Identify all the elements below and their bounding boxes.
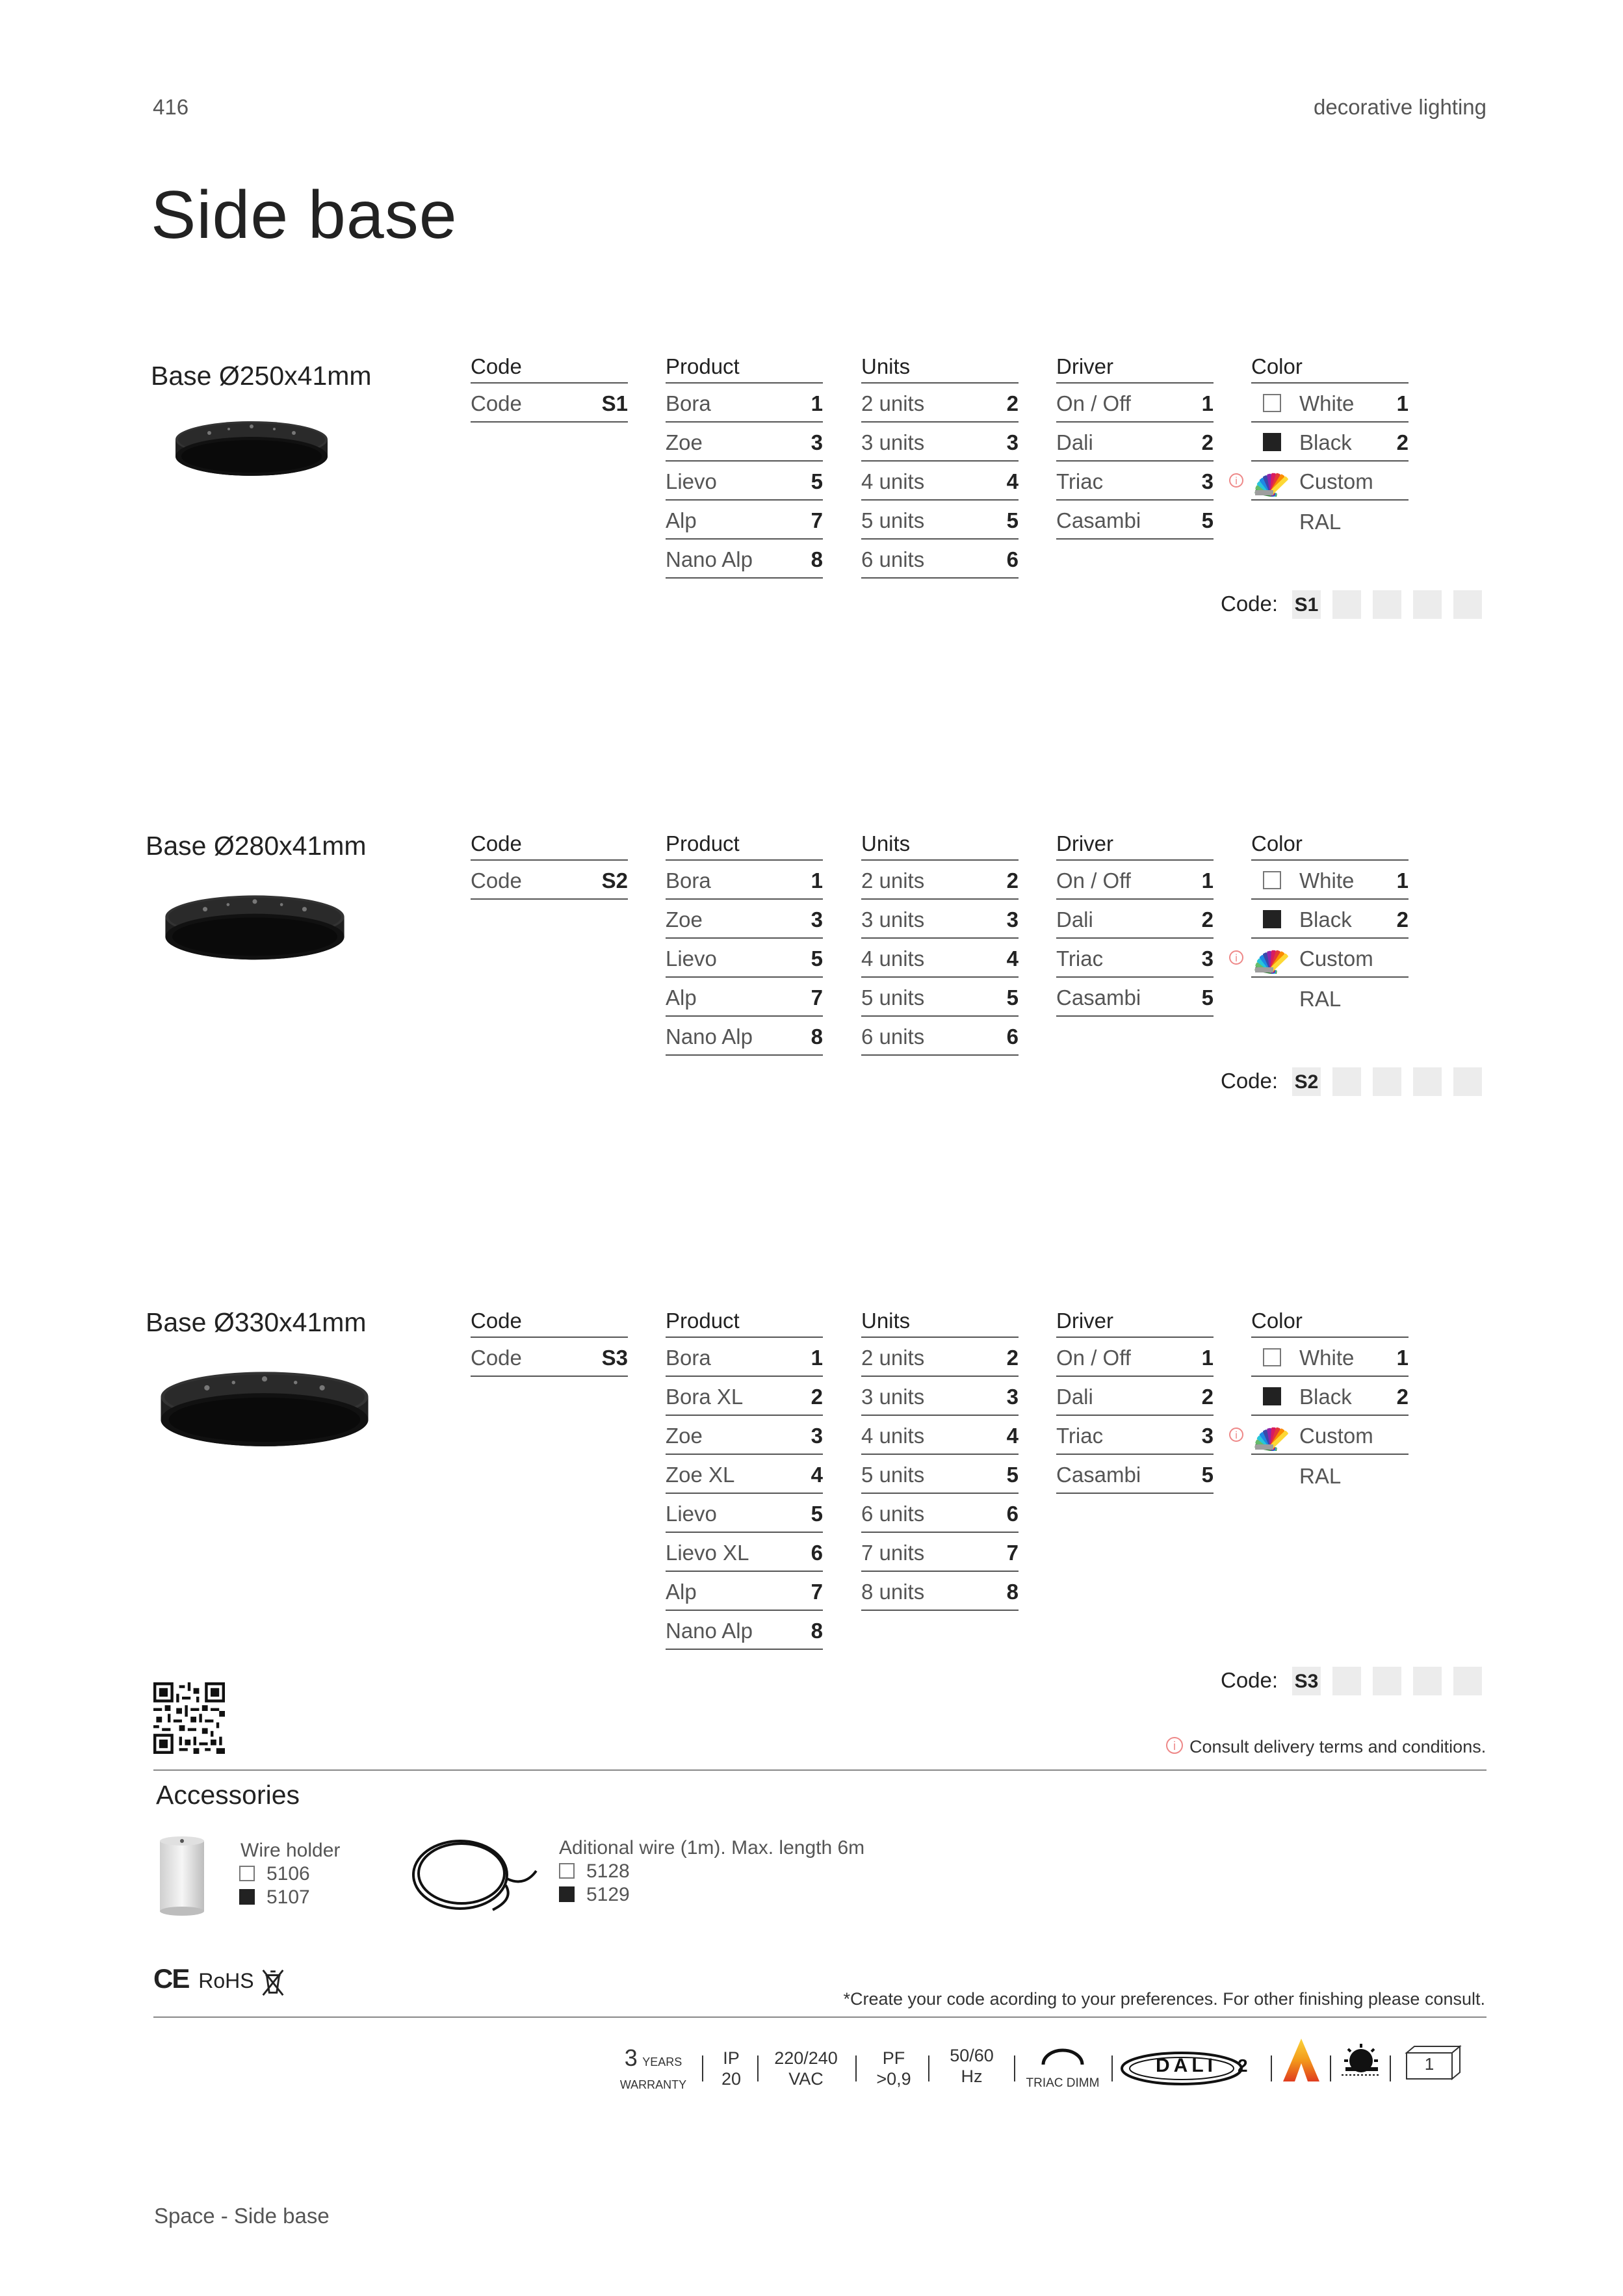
option-code: 1 [1396,868,1409,893]
option-code: 5 [1201,1463,1214,1487]
option-label: Zoe [666,1424,703,1448]
option-code: S3 [601,1346,628,1370]
option-row[interactable] [666,540,823,579]
option-code: 5 [1006,985,1019,1010]
triac-dimm-badge: TRIAC DIMM [1020,2046,1105,2094]
divider [153,1769,1487,1771]
option-row[interactable] [666,1455,823,1494]
option-label: Triac [1056,469,1104,493]
code-prefix-box: S3 [1292,1667,1321,1695]
accessory-name: Wire holder [240,1840,341,1861]
option-row[interactable] [861,978,1019,1017]
code-column [471,1305,628,1377]
option-row[interactable] [666,1611,823,1650]
base-product-image [159,885,350,971]
option-code: 3 [811,907,823,932]
product-column-header: Product [666,1305,823,1338]
certifications [153,1963,286,1998]
option-row[interactable] [861,1572,1019,1611]
product-column [666,1305,823,1650]
divider [153,2016,1487,2018]
code-slot-box[interactable] [1453,1067,1482,1096]
option-row[interactable] [666,1377,823,1416]
option-code: 1 [1201,1346,1214,1370]
option-code: 8 [811,1619,823,1643]
dali-number: 2 [1238,2055,1248,2076]
units-column-header: Units [861,1305,1019,1338]
option-label: Triac [1056,946,1104,971]
option-row[interactable] [861,1494,1019,1533]
option-row[interactable] [666,501,823,540]
option-label: On / Off [1056,868,1131,893]
option-label: Custom RAL [1299,469,1373,534]
option-row[interactable] [1056,978,1214,1017]
option-row[interactable] [471,1338,628,1377]
option-row[interactable] [666,1017,823,1056]
warranty-badge: 3 YEARS WARRANTY [619,2044,687,2091]
base-product-image [170,413,333,485]
spec-separator [1111,2055,1113,2081]
accessory-code: 5107 [266,1886,310,1908]
option-row[interactable] [1251,900,1409,939]
code-column [471,351,628,423]
option-code: 4 [1006,469,1019,493]
units-column [861,1305,1019,1611]
spec-separator [1014,2055,1015,2081]
option-code: 2 [1201,907,1214,932]
option-label: Casambi [1056,1463,1141,1487]
option-row[interactable] [1235,1416,1409,1488]
option-row[interactable] [1056,939,1214,978]
option-row[interactable] [1251,1338,1409,1377]
option-code: 3 [811,430,823,454]
code-column-header: Code [471,351,628,384]
option-code: 4 [1006,1424,1019,1448]
base-title: Base Ø280x41mm [146,831,367,861]
option-label: Dali [1056,1385,1093,1409]
energy-flame-icon [1282,2037,1321,2083]
option-row[interactable] [861,1533,1019,1572]
code-builder-label: Code: [1221,1668,1279,1692]
option-row[interactable] [861,1377,1019,1416]
option-label: 3 units [861,430,925,454]
option-code: 2 [1201,430,1214,454]
option-code: 2 [1201,1385,1214,1409]
option-row[interactable] [1056,1377,1214,1416]
base-product-image [152,1361,377,1459]
product-column-header: Product [666,351,823,384]
option-label: 5 units [861,1463,925,1487]
option-code: 6 [1006,1024,1019,1049]
option-row[interactable] [666,861,823,900]
option-code: 7 [811,985,823,1010]
option-row[interactable] [1056,861,1214,900]
option-label: Bora [666,868,711,893]
option-label: 4 units [861,469,925,493]
rohs-label: RoHS [198,1969,254,1992]
option-row[interactable] [861,861,1019,900]
option-label: 5 units [861,985,925,1010]
option-code: 3 [811,1424,823,1448]
black-swatch [239,1889,255,1905]
option-label: 3 units [861,1385,925,1409]
option-label: Code [471,391,522,415]
color-column-header: Color [1251,351,1409,384]
units-column [861,828,1019,1056]
option-row[interactable] [861,1455,1019,1494]
option-code: 1 [811,868,823,893]
option-code: 2 [1006,1346,1019,1370]
option-row[interactable] [666,423,823,462]
option-code: 7 [1006,1541,1019,1565]
accessories-title: Accessories [156,1780,300,1810]
option-label: 7 units [861,1541,925,1565]
option-row[interactable] [666,462,823,501]
option-row[interactable] [861,939,1019,978]
code-slot-box[interactable] [1453,1667,1482,1695]
option-code: 7 [811,1580,823,1604]
accessory-code: 5106 [266,1863,310,1885]
option-code: 1 [1201,391,1214,415]
option-row[interactable] [861,384,1019,423]
option-row[interactable] [471,861,628,900]
option-row[interactable] [1056,900,1214,939]
option-code: 5 [1006,508,1019,532]
info-icon: i [1229,950,1243,965]
wire-holder-image [157,1836,207,1916]
accessory-code: 5129 [586,1884,630,1905]
option-row[interactable] [1251,861,1409,900]
option-label: Black [1299,430,1352,454]
option-row[interactable] [1056,462,1214,501]
option-label: Code [471,868,522,893]
option-code: 2 [811,1385,823,1409]
option-row[interactable] [1235,462,1409,534]
option-label: 2 units [861,1346,925,1370]
option-code: S2 [601,868,628,893]
option-row[interactable] [1251,384,1409,423]
option-label: 8 units [861,1580,925,1604]
driver-column-header: Driver [1056,1305,1214,1338]
option-code: 6 [1006,1502,1019,1526]
option-code: S1 [601,391,628,415]
option-row[interactable] [666,900,823,939]
option-code: 1 [811,1346,823,1370]
driver-column [1056,828,1214,1017]
option-row[interactable] [471,384,628,423]
dali-label: DALI [1156,2055,1217,2076]
option-code: 3 [1006,430,1019,454]
option-code: 5 [1201,985,1214,1010]
color-column [1235,1305,1409,1488]
product-column [666,351,823,579]
option-row[interactable] [861,501,1019,540]
option-label: On / Off [1056,1346,1131,1370]
option-row[interactable] [1056,1338,1214,1377]
option-row[interactable] [861,1416,1019,1455]
code-slot-box[interactable] [1373,1067,1401,1096]
option-label: On / Off [1056,391,1131,415]
black-swatch [1263,1387,1281,1405]
driver-column [1056,351,1214,540]
code-slot-box[interactable] [1332,590,1361,619]
page-title: Side base [151,177,458,253]
white-swatch [559,1863,575,1879]
option-code: 8 [1006,1580,1019,1604]
option-row[interactable] [1056,1455,1214,1494]
color-column-header: Color [1251,1305,1409,1338]
ce-mark: CE [153,1963,189,1994]
black-swatch [1263,910,1281,928]
option-label: Custom RAL [1299,1424,1373,1488]
code-slot-box[interactable] [1413,590,1442,619]
code-slot-box[interactable] [1373,1667,1401,1695]
driver-column [1056,1305,1214,1494]
option-label: Triac [1056,1424,1104,1448]
spec-separator [702,2055,703,2081]
option-label: White [1299,391,1355,415]
ral-color-fan-icon [1253,945,1295,974]
code-slot-box[interactable] [1373,590,1401,619]
option-label: Nano Alp [666,1024,753,1049]
option-row[interactable] [861,462,1019,501]
units-column-header: Units [861,828,1019,861]
option-label: Bora [666,1346,711,1370]
info-icon: i [1229,1428,1243,1442]
units-column [861,351,1019,579]
option-row[interactable] [666,1572,823,1611]
option-code: 5 [811,1502,823,1526]
option-code: 7 [811,508,823,532]
black-swatch [559,1886,575,1902]
color-column [1235,828,1409,1011]
option-code: 4 [1006,946,1019,971]
code-slot-box[interactable] [1453,590,1482,619]
option-code: 5 [1006,1463,1019,1487]
weee-bin-icon [260,1968,286,1998]
option-label: Bora [666,391,711,415]
option-label: 6 units [861,1502,925,1526]
option-code: 1 [1396,391,1409,415]
driver-column-header: Driver [1056,828,1214,861]
code-column-header: Code [471,1305,628,1338]
page-number: 416 [153,95,189,119]
units-column-header: Units [861,351,1019,384]
option-code: 5 [811,469,823,493]
option-row[interactable] [666,384,823,423]
code-slot-box[interactable] [1332,1067,1361,1096]
power-factor-spec: PF >0,9 [876,2048,911,2089]
section-label: decorative lighting [1314,95,1487,119]
code-slot-box[interactable] [1332,1667,1361,1695]
option-label: 6 units [861,547,925,571]
option-code: 3 [1006,907,1019,932]
option-code: 3 [1006,1385,1019,1409]
code-prefix-box: S1 [1292,590,1321,619]
product-column [666,828,823,1056]
option-code: 1 [811,391,823,415]
option-code: 2 [1006,391,1019,415]
terms-note: Consult delivery terms and conditions. [1189,1737,1487,1756]
option-row[interactable] [861,900,1019,939]
option-label: Casambi [1056,508,1141,532]
option-label: 6 units [861,1024,925,1049]
option-row[interactable] [1056,1416,1214,1455]
option-label: Nano Alp [666,1619,753,1643]
option-row[interactable] [666,1494,823,1533]
option-label: Dali [1056,430,1093,454]
package-count: 1 [1424,2054,1435,2074]
option-row[interactable] [861,540,1019,579]
option-label: Alp [666,985,697,1010]
option-label: 5 units [861,508,925,532]
spec-separator [1271,2055,1272,2081]
option-label: White [1299,868,1355,893]
spec-separator [757,2055,759,2081]
ral-color-fan-icon [1253,1422,1295,1451]
option-label: 4 units [861,1424,925,1448]
option-label: Bora XL [666,1385,744,1409]
option-label: 2 units [861,391,925,415]
option-code: 8 [811,547,823,571]
option-code: 2 [1396,907,1409,932]
footnote: *Create your code acording to your preferences. For other finishing please consult. [843,1989,1485,2009]
option-row[interactable] [666,1416,823,1455]
voltage-spec: 220/240 VAC [774,2048,838,2089]
ceiling-mount-icon [1339,2041,1381,2080]
code-column-header: Code [471,828,628,861]
black-swatch [1263,433,1281,451]
option-label: Alp [666,1580,697,1604]
option-label: Casambi [1056,985,1141,1010]
page-footer: Space - Side base [154,2204,330,2228]
option-label: Custom RAL [1299,946,1373,1011]
option-label: Alp [666,508,697,532]
triac-dimm-icon [1037,2046,1089,2066]
option-code: 5 [1201,508,1214,532]
code-slot-box[interactable] [1413,1067,1442,1096]
option-code: 2 [1396,430,1409,454]
white-swatch [1263,871,1281,889]
option-code: 5 [811,946,823,971]
option-row[interactable] [861,1338,1019,1377]
option-label: Lievo [666,1502,717,1526]
code-column [471,828,628,900]
option-label: Zoe [666,907,703,932]
option-code: 3 [1201,946,1214,971]
color-column-header: Color [1251,828,1409,861]
qr-code-icon[interactable] [153,1682,225,1754]
option-label: White [1299,1346,1355,1370]
option-row[interactable] [1056,423,1214,462]
option-code: 1 [1396,1346,1409,1370]
option-label: Nano Alp [666,547,753,571]
option-row[interactable] [1251,1377,1409,1416]
option-label: Lievo [666,946,717,971]
option-code: 3 [1201,469,1214,493]
option-row[interactable] [1251,423,1409,462]
option-code: 4 [811,1463,823,1487]
option-label: Black [1299,907,1352,932]
option-row[interactable] [666,978,823,1017]
option-code: 2 [1006,868,1019,893]
accessory-name: Aditional wire (1m). Max. length 6m [559,1837,865,1859]
spec-separator [1390,2055,1391,2081]
option-label: Code [471,1346,522,1370]
option-row[interactable] [861,1017,1019,1056]
option-code: 1 [1201,868,1214,893]
white-swatch [1263,1348,1281,1366]
option-label: 3 units [861,907,925,932]
ral-color-fan-icon [1253,468,1295,497]
spec-separator [855,2055,857,2081]
option-row[interactable] [666,1338,823,1377]
product-column-header: Product [666,828,823,861]
spec-separator [928,2055,929,2081]
code-slot-box[interactable] [1413,1667,1442,1695]
code-builder-label: Code: [1221,1069,1279,1093]
option-row[interactable] [1056,501,1214,540]
option-row[interactable] [861,423,1019,462]
option-label: Zoe XL [666,1463,735,1487]
white-swatch [1263,394,1281,412]
option-row[interactable] [1235,939,1409,1011]
accessory-code: 5128 [586,1860,630,1882]
option-row[interactable] [1056,384,1214,423]
ip-rating: IP 20 [721,2048,742,2089]
base-title: Base Ø330x41mm [146,1307,367,1337]
option-label: Dali [1056,907,1093,932]
option-code: 3 [1201,1424,1214,1448]
option-label: Black [1299,1385,1352,1409]
driver-column-header: Driver [1056,351,1214,384]
wire-coil-image [409,1833,539,1918]
frequency-spec: 50/60 Hz [950,2046,994,2086]
option-label: Zoe [666,430,703,454]
white-swatch [239,1866,255,1881]
option-code: 8 [811,1024,823,1049]
info-icon: i [1229,473,1243,488]
spec-separator [1330,2055,1331,2081]
option-label: 4 units [861,946,925,971]
color-column [1235,351,1409,534]
option-label: Lievo XL [666,1541,749,1565]
option-row[interactable] [666,1533,823,1572]
info-icon: i [1166,1737,1183,1754]
option-label: Lievo [666,469,717,493]
option-code: 6 [1006,547,1019,571]
option-code: 2 [1396,1385,1409,1409]
code-prefix-box: S2 [1292,1067,1321,1096]
option-row[interactable] [666,939,823,978]
code-builder-label: Code: [1221,592,1279,616]
base-title: Base Ø250x41mm [151,361,372,391]
option-code: 6 [811,1541,823,1565]
option-label: 2 units [861,868,925,893]
